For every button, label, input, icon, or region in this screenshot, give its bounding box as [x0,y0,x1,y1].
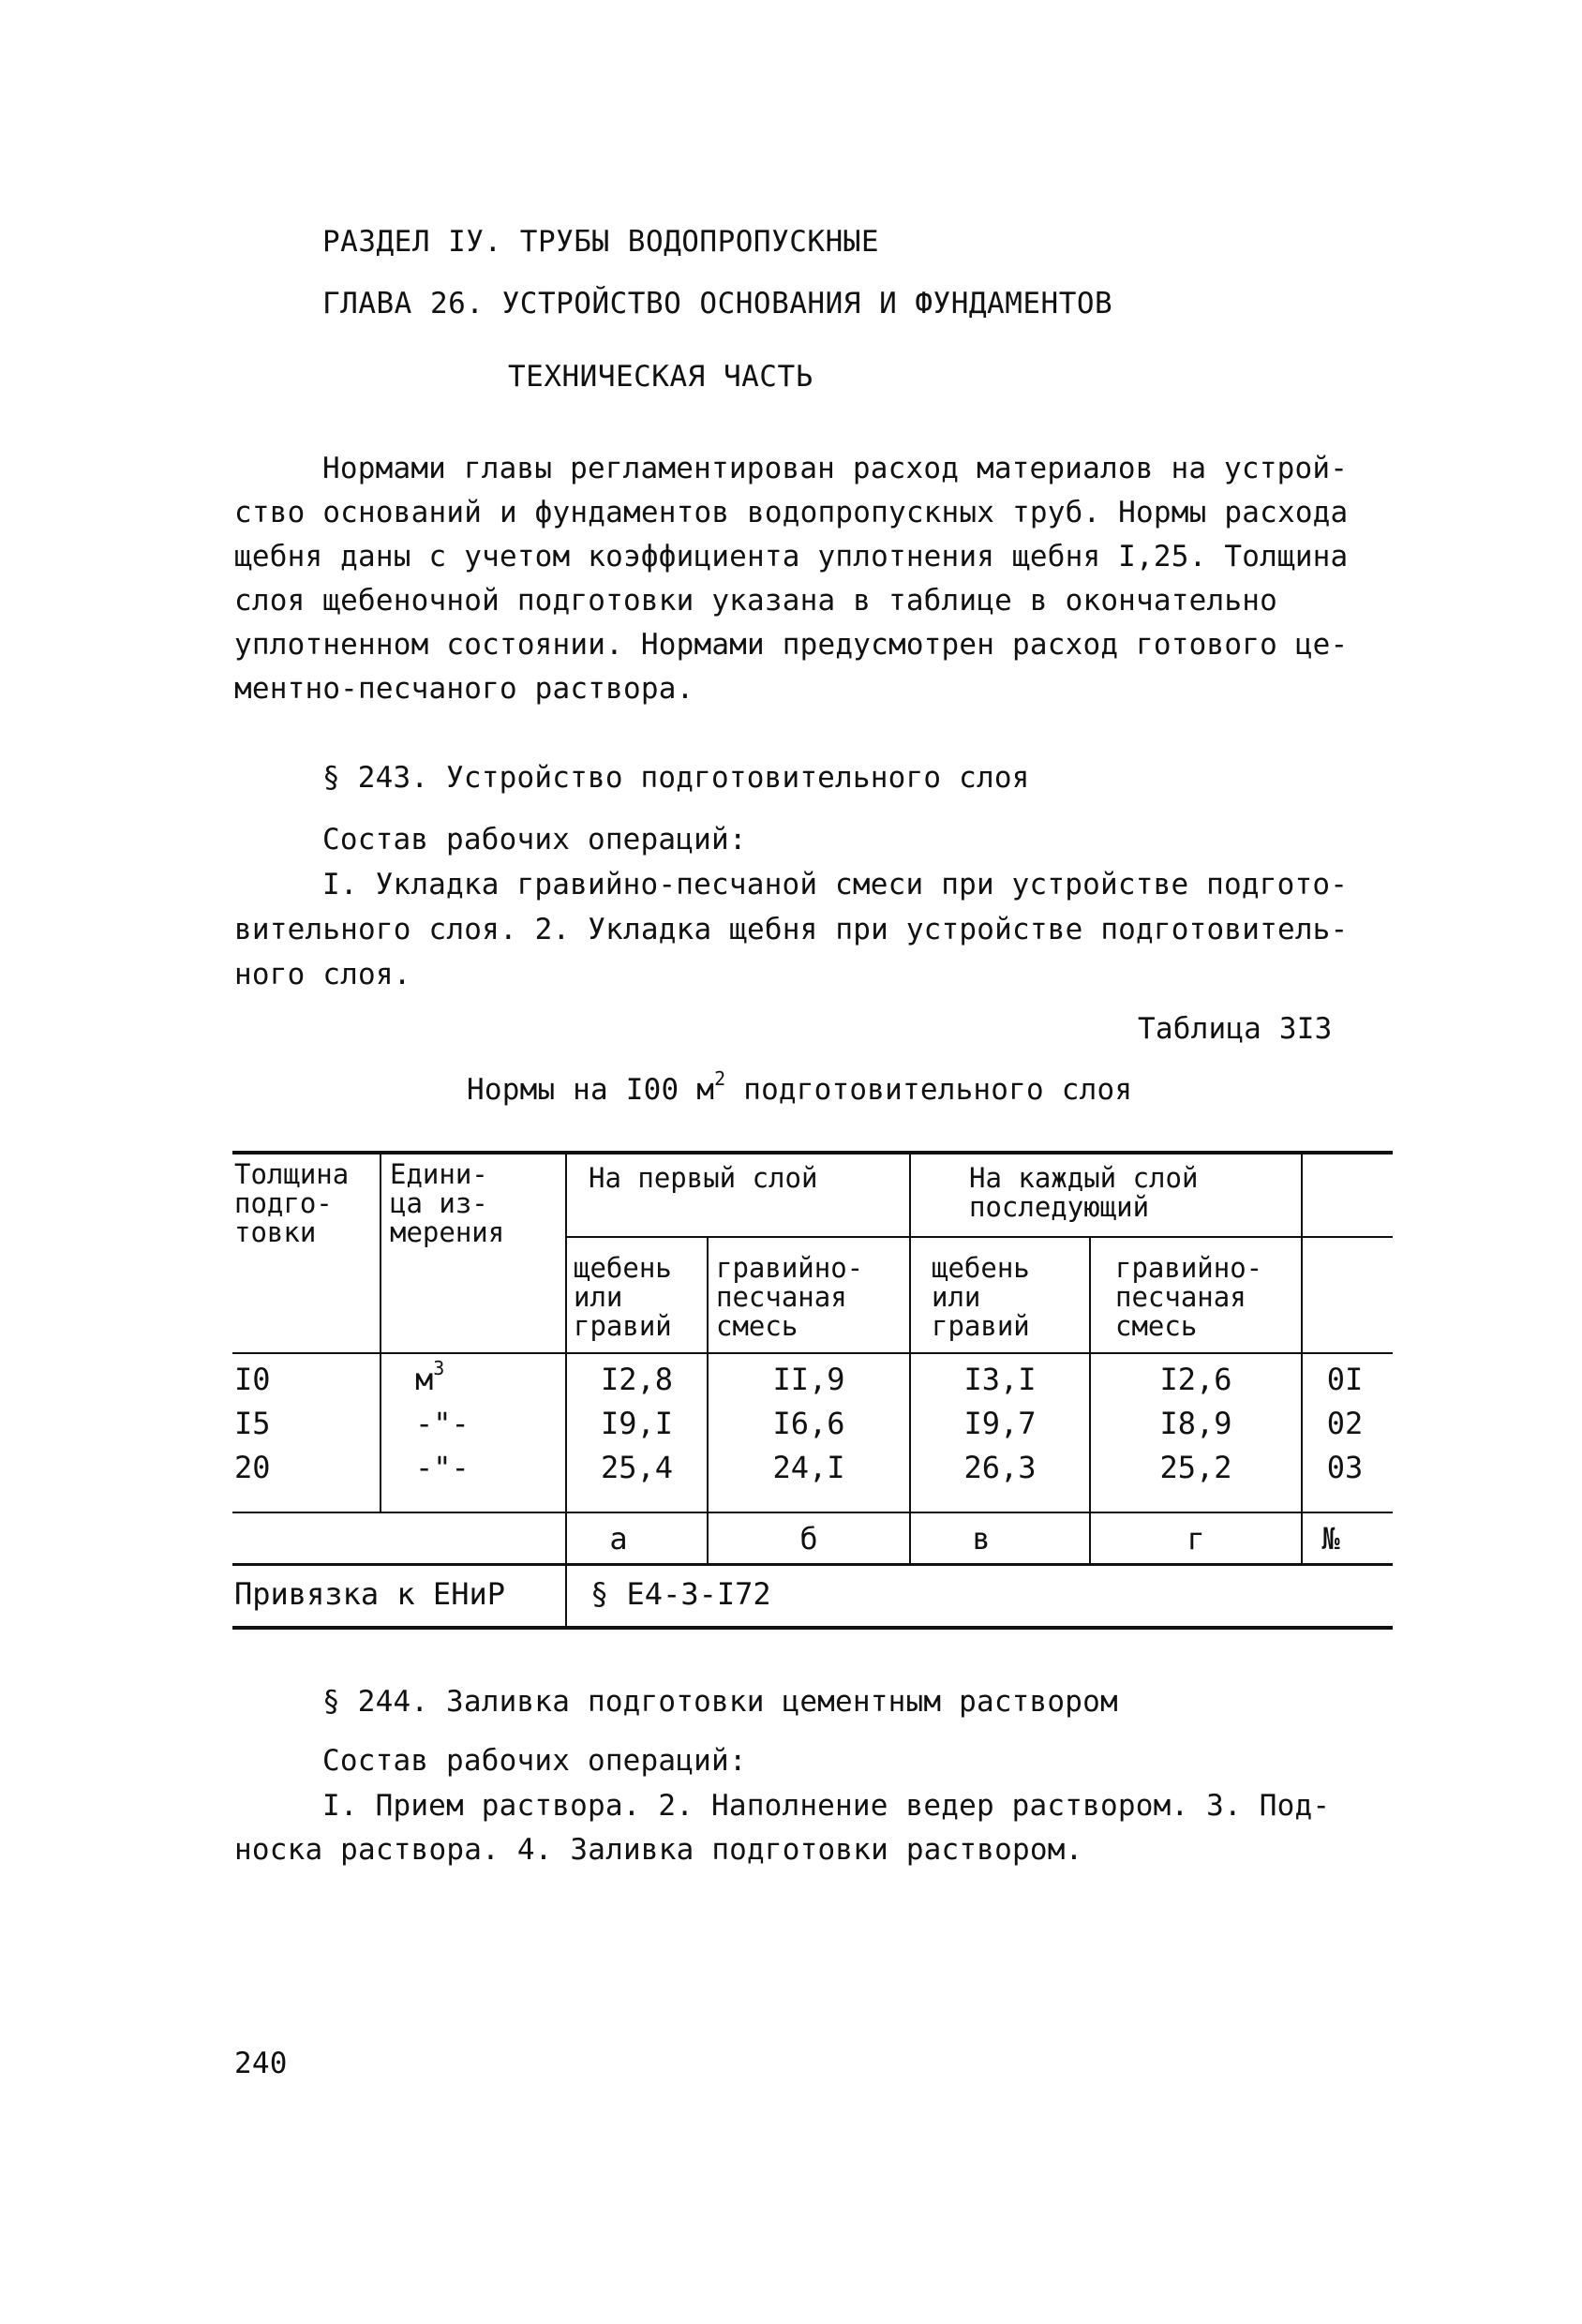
header-unit: Едини- ца из- мерения [390,1158,505,1248]
cell-value-b: II,9 [772,1362,845,1397]
table-caption-text: Нормы на I00 м [467,1073,715,1107]
column-letter: а [609,1521,628,1557]
table-header-divider [565,1236,1393,1238]
header-first-layer: На первый слой [589,1162,818,1194]
section-244-ops-line: носка раствора. 4. Заливка подготовки раствором. [234,1833,1083,1867]
cell-value-a: I9,I [600,1406,674,1441]
table-letters-bottom-rule [232,1563,1393,1566]
cell-thickness: 20 [234,1450,271,1485]
technical-part-heading: ТЕХНИЧЕСКАЯ ЧАСТЬ [508,360,813,394]
intro-line: слоя щебеночной подготовки указана в таблице в окончательно [234,584,1277,618]
cell-value-c: I3,I [963,1362,1037,1397]
header-sub-gravel: щебень или гравий [574,1252,672,1342]
cell-value-b: 24,I [772,1450,845,1485]
cell-value-d: 25,2 [1159,1450,1232,1485]
cell-value-c: I9,7 [963,1406,1037,1441]
table-top-rule [232,1151,1393,1155]
table-body-bottom-rule [232,1512,1393,1513]
section-243-ops-label: Состав рабочих операций: [322,823,747,857]
column-letter: б [799,1521,818,1557]
table-number: Таблица 3I3 [1138,1012,1333,1046]
header-sub-gravel: щебень или гравий [932,1252,1030,1342]
section-243-ops-line: вительного слоя. 2. Укладка щебня при устройстве подготовитель- [234,913,1349,946]
header-sub-sand-gravel: гравийно- песчаная смесь [716,1252,864,1342]
chapter-heading: ГЛАВА 26. УСТРОЙСТВО ОСНОВАНИЯ И ФУНДАМЕНТОВ [322,287,1113,320]
section-243-ops-line: I. Укладка гравийно-песчаной смеси при устройстве подгото- [322,868,1349,901]
column-letter: в [972,1521,991,1557]
cell-value-a: 25,4 [600,1450,674,1485]
section-heading: РАЗДЕЛ IУ. ТРУБЫ ВОДОПРОПУСКНЫЕ [322,225,880,259]
cell-value-a: I2,8 [600,1362,674,1397]
norms-table [232,1151,1393,1630]
cell-unit-sup: 3 [433,1357,445,1380]
column-letter: г [1186,1521,1205,1557]
column-letter-number-sign: № [1321,1521,1340,1557]
cell-unit: -"- [415,1406,470,1441]
intro-line: ментно-песчаного раствора. [234,672,694,706]
section-244-ops-line: I. Прием раствора. 2. Наполнение ведер раствором. 3. Под- [322,1789,1331,1823]
intro-line: Нормами главы регламентирован расход материалов на устрой- [322,452,1349,485]
table-caption [467,1066,1133,1110]
cell-code: 0I [1326,1362,1364,1397]
section-244-ops-label: Состав рабочих операций: [322,1744,747,1778]
section-244-title: § 244. Заливка подготовки цементным раствором [322,1685,1118,1719]
cell-value-c: 26,3 [963,1450,1037,1485]
cell-code: 02 [1326,1406,1364,1441]
table-bottom-rule [232,1626,1393,1630]
cell-unit [415,1357,444,1402]
enir-reference-label: Привязка к ЕНиР [234,1576,505,1612]
cell-unit: -"- [415,1450,470,1485]
intro-line: щебня даны с учетом коэффициента уплотнения щебня I,25. Толщина [234,540,1349,574]
cell-value-b: I6,6 [772,1406,845,1441]
page-number: 240 [234,2047,288,2080]
table-caption-text-end: подготовительного слоя [725,1073,1133,1107]
section-243-title: § 243. Устройство подготовительного слоя [322,761,1030,795]
section-243-ops-line: ного слоя. [234,958,411,991]
header-sub-sand-gravel: гравийно- песчаная смесь [1115,1252,1263,1342]
intro-line: ство оснований и фундаментов водопропускных труб. Нормы расхода [234,496,1349,529]
cell-thickness: I5 [234,1406,271,1441]
enir-reference-value: § Е4-3-I72 [590,1576,771,1612]
intro-line: уплотненном состоянии. Нормами предусмотрен расход готового це- [234,628,1349,662]
table-caption-sup: 2 [714,1066,726,1090]
header-each-next-layer: На каждый слой последующий [969,1162,1199,1223]
cell-value-d: I2,6 [1159,1362,1232,1397]
cell-code: 03 [1326,1450,1364,1485]
cell-value-d: I8,9 [1159,1406,1232,1441]
cell-unit-text: м [415,1362,434,1397]
table-header-bottom-rule [232,1352,1393,1354]
cell-thickness: I0 [234,1362,271,1397]
header-thickness: Толщина подго- товки [234,1158,350,1248]
table-vline [380,1151,381,1512]
